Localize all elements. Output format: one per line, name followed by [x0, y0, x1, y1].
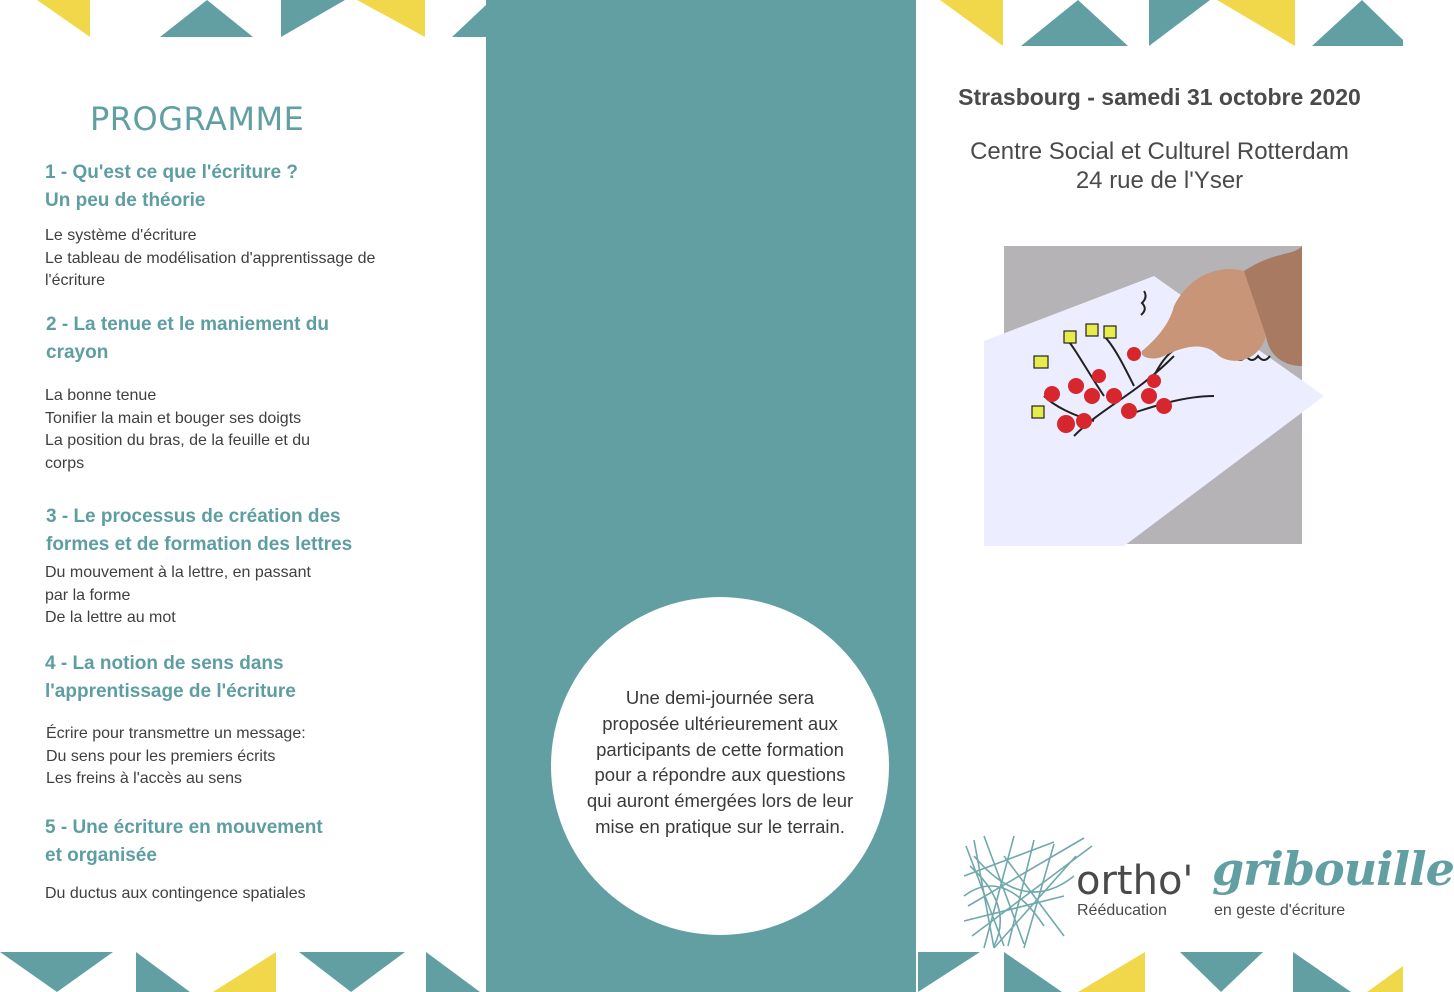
ortho-gribouille-logo	[964, 836, 1454, 948]
scribble-mark-icon	[964, 836, 1094, 948]
drawing-photo	[1004, 246, 1302, 544]
logo-reeducation-text: Rééducation	[1077, 902, 1167, 919]
list-item: Tonifier la main et bouger ses doigts	[45, 409, 302, 427]
section-items-1	[45, 225, 375, 293]
section-items-5	[45, 883, 306, 906]
section-items-2	[45, 385, 310, 475]
section-heading-3-line2: formes et de formation des lettres	[46, 534, 353, 555]
list-item: par la forme	[45, 586, 131, 604]
list-item: Les freins à l'accès au sens	[46, 770, 243, 788]
list-item: Le système d'écriture	[45, 227, 197, 244]
list-item: corps	[45, 454, 85, 472]
section-heading-2-line2: crayon	[46, 342, 109, 363]
logo-gribouille-text: gribouille	[1212, 842, 1454, 896]
list-item: Le tableau de modélisation d'apprentissage de	[45, 249, 376, 267]
section-heading-5-line2: et organisée	[45, 845, 157, 866]
list-item: Du ductus aux contingence spatiales	[45, 885, 306, 902]
section-items-3	[45, 562, 311, 630]
info-line: Une demi-journée sera	[625, 687, 815, 708]
section-heading-4	[45, 650, 296, 706]
section-heading-4-line2: l'apprentissage de l'écriture	[45, 681, 296, 702]
section-heading-1-line2: Un peu de théorie	[45, 190, 206, 211]
event-title: Strasbourg - samedi 31 octobre 2020	[958, 84, 1361, 110]
list-item: La bonne tenue	[45, 387, 157, 404]
venue-address: 24 rue de l'Yser	[1075, 167, 1244, 194]
programme-panel	[0, 0, 486, 992]
list-item: La position du bras, de la feuille et du	[45, 432, 311, 450]
event-panel	[916, 0, 1454, 992]
section-heading-1-line1: 1 - Qu'est ce que l'écriture ?	[45, 162, 298, 183]
section-heading-4-line1: 4 - La notion de sens dans	[45, 653, 284, 674]
info-text	[559, 685, 881, 840]
section-items-4	[46, 723, 306, 791]
section-heading-5	[45, 814, 323, 870]
logo-geste-text: en geste d'écriture	[1214, 902, 1346, 919]
list-item: Du mouvement à la lettre, en passant	[45, 564, 311, 581]
list-item: De la lettre au mot	[45, 609, 176, 627]
section-heading-5-line1: 5 - Une écriture en mouvement	[45, 817, 323, 838]
info-line: mise en pratique sur le terrain.	[595, 815, 845, 837]
info-line: qui auront émergées lors de leur	[586, 790, 854, 812]
section-heading-3-line1: 3 - Le processus de création des	[46, 506, 341, 527]
list-item: Écrire pour transmettre un message:	[46, 725, 306, 742]
section-heading-1	[45, 159, 298, 215]
info-panel	[486, 0, 916, 992]
section-heading-2-line1: 2 - La tenue et le maniement du	[46, 314, 329, 335]
info-line: pour a répondre aux questions	[594, 764, 846, 786]
section-heading-3	[46, 503, 352, 559]
info-line: proposée ultérieurement aux	[602, 712, 838, 734]
logo-ortho-text: ortho'	[1076, 858, 1194, 904]
programme-title: PROGRAMME	[90, 100, 305, 138]
section-heading-2	[46, 311, 329, 367]
venue-name: Centre Social et Culturel Rotterdam	[970, 138, 1349, 165]
info-line: participants de cette formation	[596, 738, 844, 760]
drawing-photo-illustration	[1004, 246, 1302, 544]
list-item: Du sens pour les premiers écrits	[46, 747, 276, 765]
list-item: l'écriture	[45, 272, 105, 290]
info-circle	[551, 597, 889, 935]
